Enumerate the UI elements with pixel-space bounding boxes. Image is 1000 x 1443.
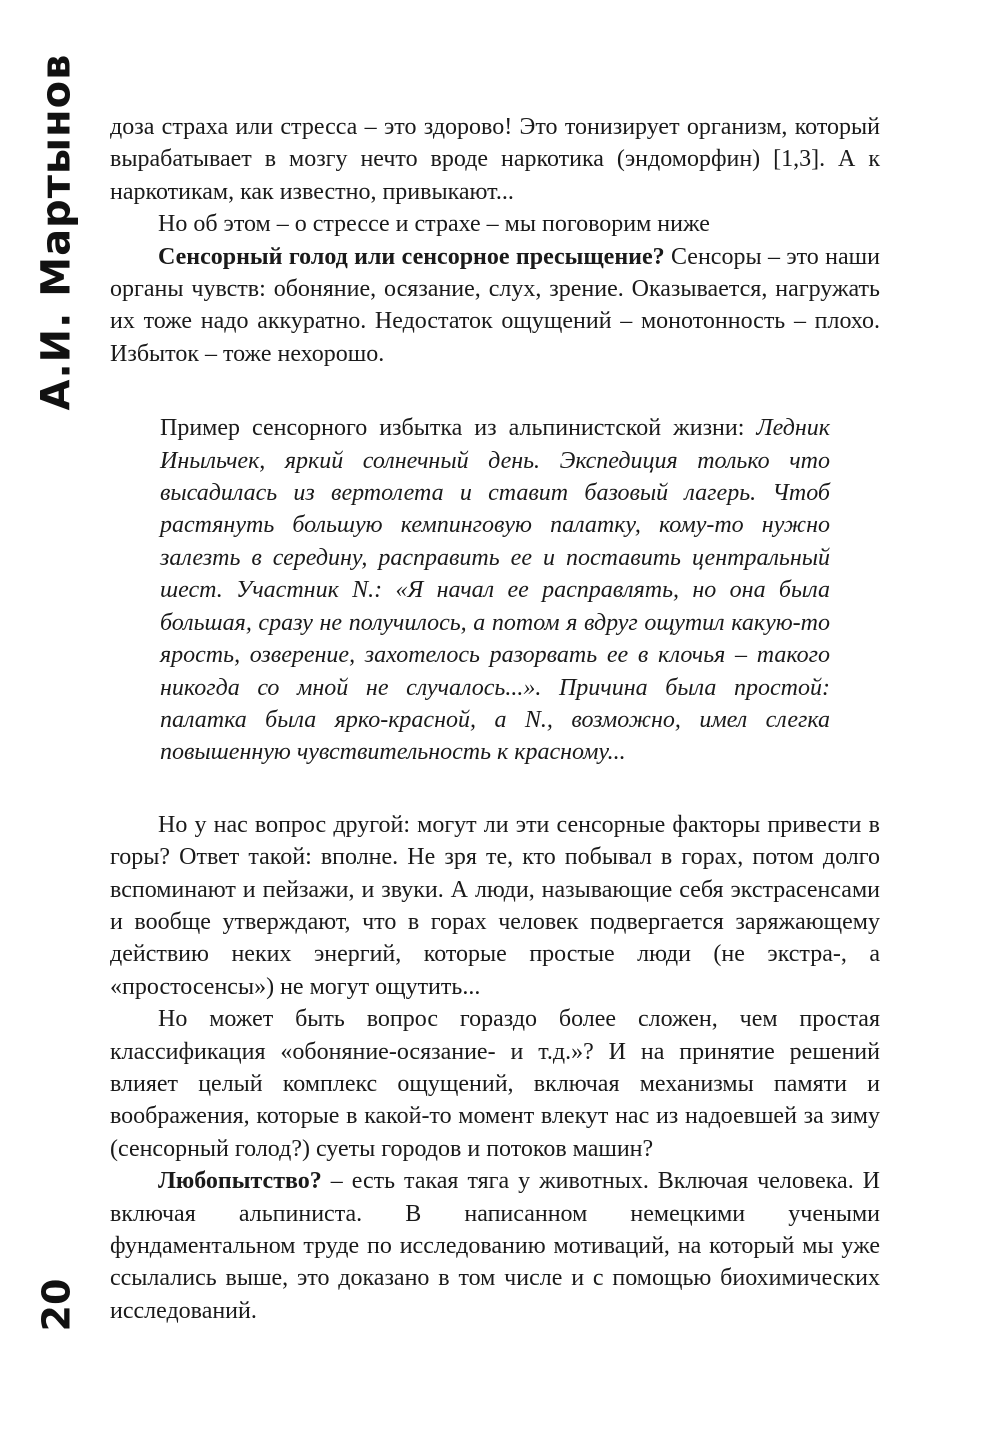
paragraph-text: Сенсоры – это наши органы чувств: обоняние, осязание, слух, зрение. Оказывается, нагружать их тоже надо аккуратно. Недостаток ощущений – монотонность – плохо. Избыток – тоже нехорошо. [110,243,880,367]
page-number-text: 20 [34,1278,79,1332]
paragraph-text: Но может быть вопрос гораздо более сложен, чем простая классификация «обоняние-осязание- и т.д.»? И на принятие решений влияет целый комплекс ощущений, включая механизмы памяти и воображения, которые в какой-то момент влекут нас из надоевшей за зиму (сенсорный голод?) суеты городов и потоков машин? [110,1006,880,1162]
paragraph-text: доза страха или стресса – это здорово! Это тонизирует организм, который вырабатывает в мозгу нечто вроде наркотика (эндоморфин) [1,3]. А к наркотикам, как известно, привыкают... [110,114,880,205]
paragraph [110,809,880,1003]
paragraph [110,111,880,208]
paragraph [110,1003,880,1165]
paragraph [110,241,880,371]
example-block [160,412,830,768]
paragraph-text: Но у нас вопрос другой: могут ли эти сенсорные факторы привести в горы? Ответ такой: вполне. Не зря те, кто побывал в горах, потом долго вспоминают и пейзажи, и звуки. А люди, называющие себя экстрасенсами и вообще утверждают, что в горах человек подвергается заряжающему действию неких энергий, которые простые люди (не экстра-, а «простосенсы») не могут ощутить... [110,811,880,1000]
example-quote: Ледник Иныльчек, яркий солнечный день. Экспедиция только что высадилась из вертолета и ставит базовый лагерь. Чтоб растянуть большую кемпинговую палатку, кому-то нужно залезть в середину, расправить ее и поставить центральный шест. Участник N.: «Я начал ее расправлять, но она была большая, сразу не получилось, а потом я вдруг ощутил какую-то ярость, озверение, захотелось разорвать ее в клочья – такого никогда со мной не случалось...». Причина была простой: палатка была ярко-красной, а N., возможно, имел слегка повышенную чувствительность к красному... [160,415,830,766]
author-name: А.И. Мартынов [33,53,79,411]
paragraph-text: Но об этом – о стрессе и страхе – мы поговорим ниже [158,211,710,238]
paragraph [110,208,880,240]
paragraph-lead: Сенсорный голод или сенсорное пресыщение? [158,243,665,270]
page-number [30,1270,82,1340]
running-header [30,53,82,411]
main-text [110,111,880,1327]
example-paragraph [160,412,830,768]
paragraph [110,1165,880,1327]
paragraph-text: – есть такая тяга у животных. Включая человека. И включая альпиниста. В написанном немецкими учеными фундаментальном труде по исследованию мотиваций, на который мы уже ссылались выше, это доказано в том числе и с помощью биохимических исследований. [110,1168,880,1324]
paragraph-lead: Любопытство? [158,1168,322,1195]
example-intro: Пример сенсорного избытка из альпинистской жизни: [160,415,745,442]
